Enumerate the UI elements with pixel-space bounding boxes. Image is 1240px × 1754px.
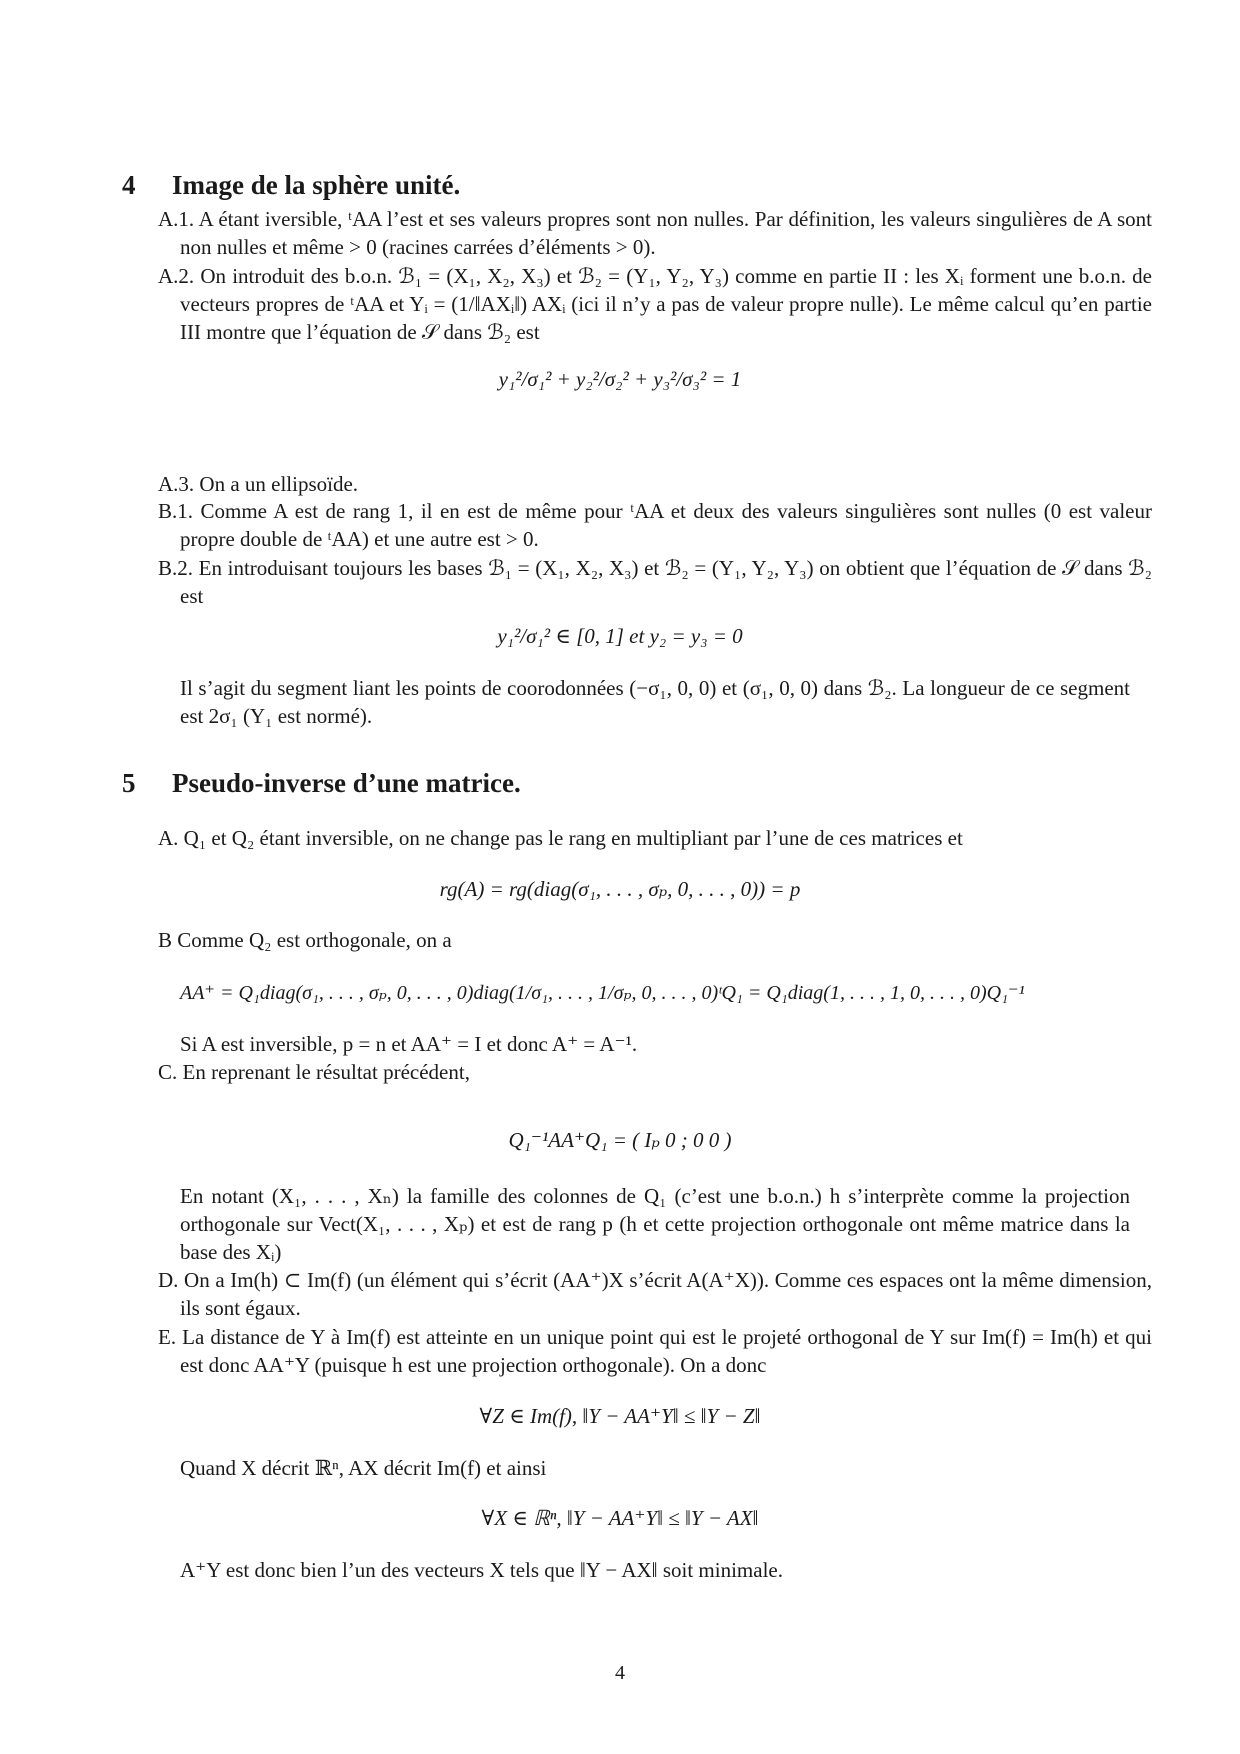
- equation-block-matrix: Q₁⁻¹AA⁺Q₁ = ( Iₚ 0 ; 0 0 ): [508, 1128, 732, 1152]
- section-5-heading: [122, 768, 521, 799]
- item-A1: A.1. A étant iversible, ᵗAA l’est et ses valeurs propres sont non nulles. Par définition, les valeurs singulières de A sont non nulles et même > 0 (racines carrées d’éléments > 0).: [158, 207, 1152, 259]
- item-5E-continuation-1: Quand X décrit ℝⁿ, AX décrit Im(f) et ainsi: [180, 1456, 547, 1480]
- item-5B: B Comme Q₂ est orthogonale, on a: [158, 928, 452, 952]
- section-4-title: Image de la sphère unité.: [172, 170, 461, 200]
- equation-distance-z: ∀Z ∈ Im(f), ‖Y − AA⁺Y‖ ≤ ‖Y − Z‖: [479, 1404, 761, 1428]
- item-B2: B.2. En introduisant toujours les bases ℬ₁ = (X₁, X₂, X₃) et ℬ₂ = (Y₁, Y₂, Y₃) on obtient que l’équation de 𝒮 dans ℬ₂ est: [158, 556, 1152, 608]
- item-5E: E. La distance de Y à Im(f) est atteinte en un unique point qui est le projeté orthogonal de Y sur Im(f) = Im(h) et qui est donc AA⁺Y (puisque h est une projection orthogonale). On a donc: [158, 1325, 1152, 1377]
- item-5B-continuation: Si A est inversible, p = n et AA⁺ = I et donc A⁺ = A⁻¹.: [180, 1032, 638, 1056]
- equation-segment: y₁²/σ₁² ∈ [0, 1] et y₂ = y₃ = 0: [497, 624, 743, 648]
- equation-rank: rg(A) = rg(diag(σ₁, . . . , σₚ, 0, . . . , 0)) = p: [439, 877, 801, 901]
- item-B1: B.1. Comme A est de rang 1, il en est de même pour ᵗAA et deux des valeurs singulières sont nulles (0 est valeur propre double de ᵗAA) et une autre est > 0.: [158, 499, 1152, 551]
- section-5-number: 5: [122, 768, 136, 798]
- equation-distance-x: ∀X ∈ ℝⁿ, ‖Y − AA⁺Y‖ ≤ ‖Y − AX‖: [481, 1506, 759, 1530]
- item-5E-continuation-2: A⁺Y est donc bien l’un des vecteurs X tels que ‖Y − AX‖ soit minimale.: [180, 1558, 783, 1582]
- item-A2: A.2. On introduit des b.o.n. ℬ₁ = (X₁, X₂, X₃) et ℬ₂ = (Y₁, Y₂, Y₃) comme en partie II : les Xᵢ forment une b.o.n. de vecteurs propres de ᵗAA et Yᵢ = (1/‖AXᵢ‖) AXᵢ (ici il n’y a pas de valeur propre nulle). Le même calcul qu’en partie III montre que l’équation de 𝒮 dans ℬ₂ est: [158, 264, 1152, 344]
- item-5D: D. On a Im(h) ⊂ Im(f) (un élément qui s’écrit (AA⁺)X s’écrit A(A⁺X)). Comme ces espaces ont la même dimension, ils sont égaux.: [158, 1268, 1152, 1320]
- item-5C-continuation: En notant (X₁, . . . , Xₙ) la famille des colonnes de Q₁ (c’est une b.o.n.) h s’interprète comme la projection orthogonale sur Vect(X₁, . . . , Xₚ) et est de rang p (h et cette projection orthogonale ont même matrice dans la base des Xᵢ): [180, 1184, 1130, 1264]
- item-B2-continuation: Il s’agit du segment liant les points de coorodonnées (−σ₁, 0, 0) et (σ₁, 0, 0) dans ℬ₂. La longueur de ce segment est 2σ₁ (Y₁ est normé).: [180, 676, 1130, 728]
- item-5C: C. En reprenant le résultat précédent,: [158, 1060, 470, 1084]
- section-4-number: 4: [122, 170, 136, 200]
- section-5-title: Pseudo-inverse d’une matrice.: [172, 768, 521, 798]
- equation-projection: AA⁺ = Q₁diag(σ₁, . . . , σₚ, 0, . . . , 0)diag(1/σ₁, . . . , 1/σₚ, 0, . . . , 0)ᵗQ₁ = Q₁diag(1, . . . , 1, 0, . . . , 0)Q₁⁻¹: [180, 982, 1025, 1004]
- equation-ellipsoid: y₁²/σ₁² + y₂²/σ₂² + y₃²/σ₃² = 1: [498, 367, 742, 391]
- section-4-heading: [122, 170, 460, 201]
- page-number: 4: [615, 1662, 625, 1684]
- item-5A: A. Q₁ et Q₂ étant inversible, on ne change pas le rang en multipliant par l’une de ces matrices et: [158, 826, 963, 850]
- item-A3: A.3. On a un ellipsoïde.: [158, 472, 359, 496]
